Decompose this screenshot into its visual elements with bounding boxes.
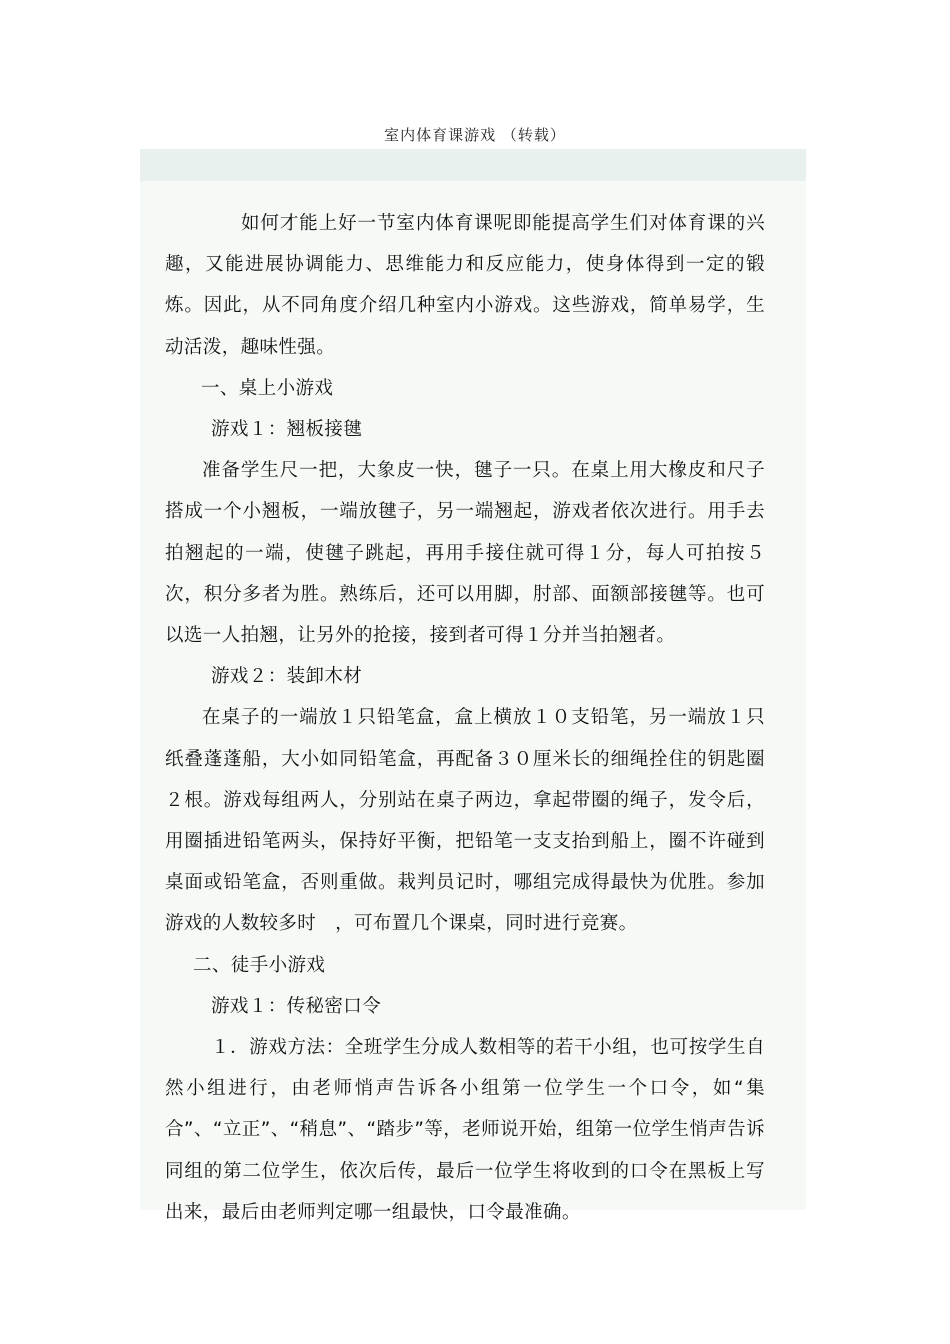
game-method-secret-password: １．游戏方法：全班学生分成人数相等的若干小组，也可按学生自然小组进行，由老师悄声告诉各小组第一位学生一个口令，如“集合”、“立正”、“稍息”、“踏步”等，老师说开始，组第一位学生悄声告诉同组的第二位学生，依次后传，最后一位学生将收到的口令在黑板上写出来，最后由老师判定哪一组最快，口令最准确。 (165, 1037, 765, 1223)
section-heading-table-games: 一、桌上小游戏 (201, 377, 334, 399)
section-heading-freehand-games: 二、徒手小游戏 (193, 954, 326, 976)
game-description-seesaw-shuttlecock: 准备学生尺一把，大象皮一快，毽子一只。在桌上用大橡皮和尺子搭成一个小翘板，一端放毽子，另一端翘起，游戏者依次进行。用手去拍翘起的一端，使毽子跳起，再用手接住就可得１分，每人可拍按５次，积分多者为胜。熟练后，还可以用脚，肘部、面额部接毽等。也可以选一人拍翘，让另外的抢接，接到者可得１分并当拍翘者。 (165, 460, 765, 647)
header-band (140, 149, 806, 181)
page-title: 室内体育课游戏 （转载） (384, 126, 566, 144)
game-description-loading-timber: 在桌子的一端放１只铅笔盒，盒上横放１０支铅笔，另一端放１只纸叠蓬蓬船，大小如同铅笔盒，再配备３０厘米长的细绳拴住的钥匙圈２根。游戏每组两人，分别站在桌子两边，拿起带圈的绳子，发令后，用圈插进铅笔两头，保持好平衡，把铅笔一支支抬到船上，圈不许碰到桌面或铅笔盒，否则重做。栽判员记时，哪组完成得最快为优胜。参加游戏的人数较多时 ，可布置几个课桌，同时进行竞赛。 (165, 707, 765, 935)
game-title-secret-password: 游戏１：传秘密口令 (211, 995, 382, 1017)
game-title-loading-timber: 游戏２：装卸木材 (211, 666, 363, 688)
game-title-seesaw-shuttlecock: 游戏１：翘板接毽 (211, 419, 363, 441)
intro-paragraph: 如何才能上好一节室内体育课呢即能提高学生们对体育课的兴趣，又能进展协调能力、思维能力和反应能力，使身体得到一定的锻炼。因此，从不同角度介绍几种室内小游戏。这些游戏，简单易学，生动活泼，趣味性强。 (165, 213, 765, 358)
article-body (165, 203, 765, 1233)
